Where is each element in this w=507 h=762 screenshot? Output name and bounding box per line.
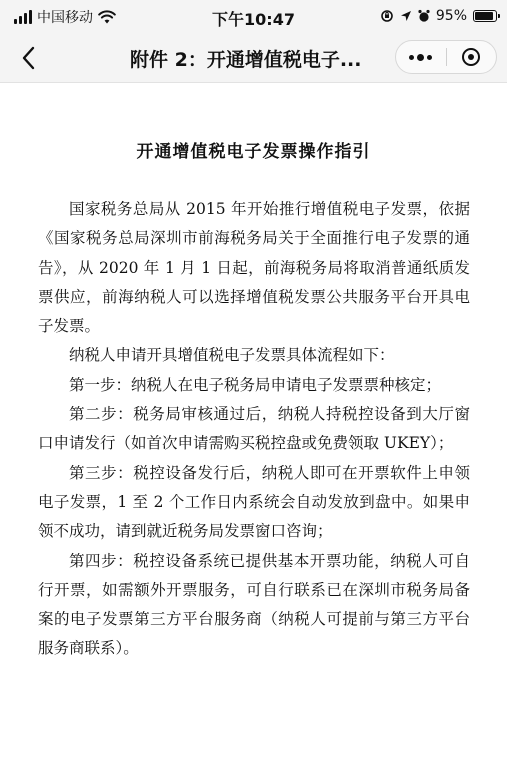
back-button[interactable] [10,40,46,76]
document-page [0,83,507,762]
status-time: 下午10:47 [212,10,295,29]
location-arrow-icon [400,10,412,22]
capsule-menu [395,40,497,74]
paragraph-step-2: 第二步：税务局审核通过后，纳税人持税控设备到大厅窗口申请发行（如首次申请需购买税控盘或免费领取 UKEY）； [38,405,470,453]
page-title: 附件 2：开通增值税电子... [130,49,362,71]
status-right [380,8,497,24]
battery-icon [473,10,497,22]
close-button[interactable] [446,41,496,73]
paragraph-step-1: 第一步：纳税人在电子税务局申请电子发票票种核定； [69,375,442,394]
close-target-icon [462,48,480,66]
more-dots-icon [409,54,432,61]
document-body [38,195,470,664]
carrier-label: 中国移动 [37,10,93,26]
orientation-lock-icon [380,9,394,23]
document-title: 开通增值税电子发票操作指引 [136,142,371,162]
alarm-icon [418,9,430,23]
more-button[interactable] [396,41,446,73]
paragraph-intro: 国家税务总局从 2015 年开始推行增值税电子发票，依据《国家税务总局深圳市前海税务局关于全面推行电子发票的通告》，从 2020 年 1 月 1 日起，前海税务局将取消普通纸质发票供应，前海纳税人可以选择增值税发票公共服务平台开具电子发票。 [38,200,470,336]
status-bar [0,0,507,34]
paragraph-step-3: 第三步：税控设备发行后，纳税人即可在开票软件上申领电子发票，1 至 2 个工作日内系统会自动发放到盘中。如果申领不成功，请到就近税务局发票窗口咨询； [38,463,470,541]
battery-percent: 95% [435,8,467,24]
paragraph-process: 纳税人申请开具增值税电子发票具体流程如下： [69,346,395,365]
nav-bar [0,34,507,83]
paragraph-step-4: 第四步：税控设备系统已提供基本开票功能，纳税人可自行开票，如需额外开票服务，可自行联系已在深圳市税务局备案的电子发票第三方平台服务商（纳税人可提前与第三方平台服务商联系）。 [38,551,470,658]
back-chevron-icon [21,46,35,70]
battery-fill [475,12,493,20]
